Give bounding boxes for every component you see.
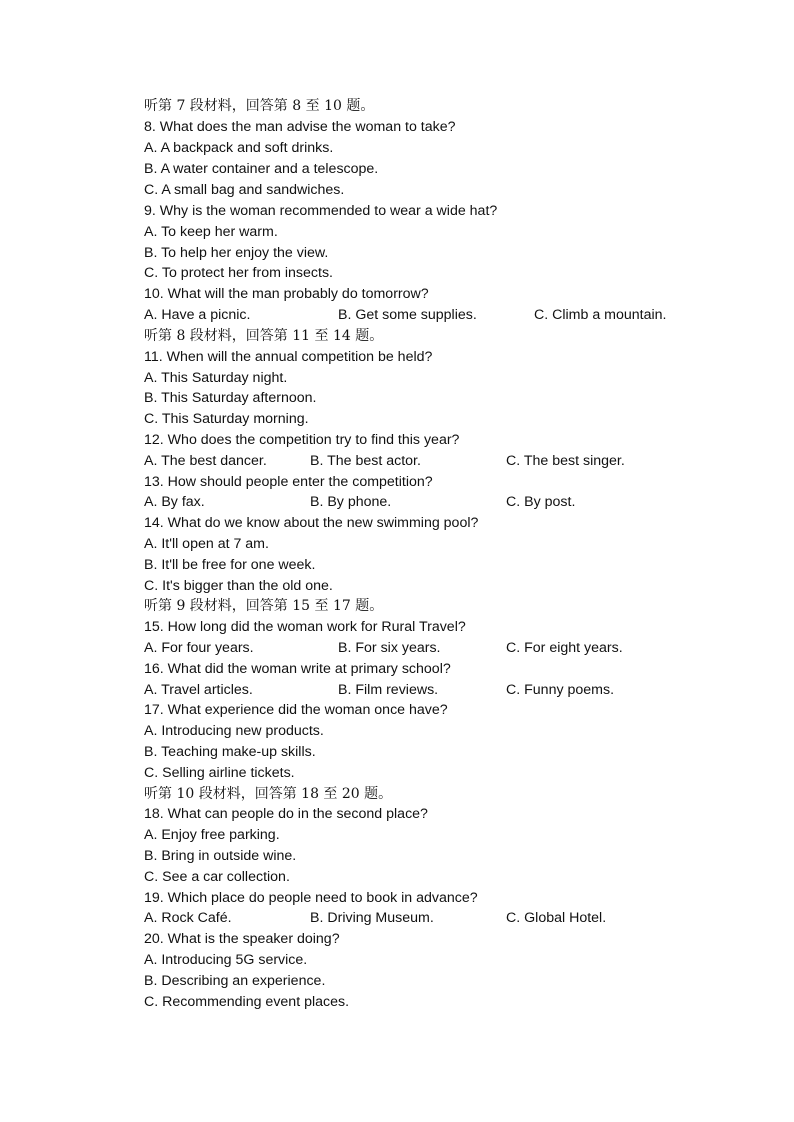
- question-stem: 9. Why is the woman recommended to wear a wide hat?: [144, 203, 498, 219]
- answer-option: A. By fax.: [144, 494, 205, 510]
- question-stem: 17. What experience did the woman once have?: [144, 702, 448, 718]
- answer-option: B. Get some supplies.: [338, 307, 477, 323]
- answer-option: B. This Saturday afternoon.: [144, 390, 317, 406]
- answer-option: A. Rock Café.: [144, 910, 232, 926]
- question-stem: 15. How long did the woman work for Rural Travel?: [144, 619, 466, 635]
- answer-option: C. See a car collection.: [144, 869, 290, 885]
- answer-option: B. The best actor.: [310, 453, 421, 469]
- section-header: 听第 9 段材料，回答第 15 至 17 题。: [144, 598, 384, 614]
- answer-option: A. For four years.: [144, 640, 254, 656]
- options-row: [144, 680, 704, 701]
- answer-option: C. Funny poems.: [506, 682, 615, 698]
- options-row: [144, 305, 704, 326]
- answer-option: B. It'll be free for one week.: [144, 557, 316, 573]
- question-stem: 20. What is the speaker doing?: [144, 931, 340, 947]
- answer-option: C. Global Hotel.: [506, 910, 607, 926]
- question-stem: 8. What does the man advise the woman to take?: [144, 119, 456, 135]
- options-row: [144, 492, 704, 513]
- answer-option: B. Driving Museum.: [310, 910, 434, 926]
- options-row: [144, 908, 704, 929]
- answer-option: C. By post.: [506, 494, 576, 510]
- answer-option: C. The best singer.: [506, 453, 625, 469]
- options-row: [144, 638, 704, 659]
- answer-option: A. Introducing new products.: [144, 723, 324, 739]
- answer-option: A. The best dancer.: [144, 453, 267, 469]
- section-header: 听第 10 段材料，回答第 18 至 20 题。: [144, 786, 393, 802]
- answer-option: B. Teaching make-up skills.: [144, 744, 316, 760]
- question-stem: 16. What did the woman write at primary school?: [144, 661, 451, 677]
- answer-option: A. Have a picnic.: [144, 307, 251, 323]
- section-header: 听第 7 段材料，回答第 8 至 10 题。: [144, 98, 375, 114]
- answer-option: B. A water container and a telescope.: [144, 161, 379, 177]
- question-stem: 10. What will the man probably do tomorrow?: [144, 286, 429, 302]
- question-stem: 12. Who does the competition try to find this year?: [144, 432, 460, 448]
- question-stem: 18. What can people do in the second place?: [144, 806, 428, 822]
- answer-option: B. Bring in outside wine.: [144, 848, 297, 864]
- answer-option: B. To help her enjoy the view.: [144, 245, 329, 261]
- answer-option: C. Selling airline tickets.: [144, 765, 295, 781]
- answer-option: A. Enjoy free parking.: [144, 827, 280, 843]
- answer-option: C. To protect her from insects.: [144, 265, 333, 281]
- answer-option: C. Climb a mountain.: [534, 307, 667, 323]
- answer-option: C. Recommending event places.: [144, 994, 350, 1010]
- answer-option: C. A small bag and sandwiches.: [144, 182, 345, 198]
- answer-option: C. It's bigger than the old one.: [144, 578, 333, 594]
- answer-option: A. Travel articles.: [144, 682, 253, 698]
- answer-option: A. Introducing 5G service.: [144, 952, 308, 968]
- answer-option: C. For eight years.: [506, 640, 623, 656]
- options-row: [144, 451, 704, 472]
- answer-option: A. This Saturday night.: [144, 370, 288, 386]
- question-stem: 13. How should people enter the competition?: [144, 474, 433, 490]
- question-stem: 14. What do we know about the new swimming pool?: [144, 515, 479, 531]
- question-stem: 19. Which place do people need to book in advance?: [144, 890, 478, 906]
- answer-option: A. A backpack and soft drinks.: [144, 140, 334, 156]
- answer-option: B. By phone.: [310, 494, 392, 510]
- question-stem: 11. When will the annual competition be held?: [144, 349, 433, 365]
- section-header: 听第 8 段材料，回答第 11 至 14 题。: [144, 328, 384, 344]
- answer-option: A. It'll open at 7 am.: [144, 536, 269, 552]
- answer-option: B. For six years.: [338, 640, 441, 656]
- answer-option: B. Describing an experience.: [144, 973, 326, 989]
- answer-option: B. Film reviews.: [338, 682, 439, 698]
- answer-option: C. This Saturday morning.: [144, 411, 309, 427]
- answer-option: A. To keep her warm.: [144, 224, 278, 240]
